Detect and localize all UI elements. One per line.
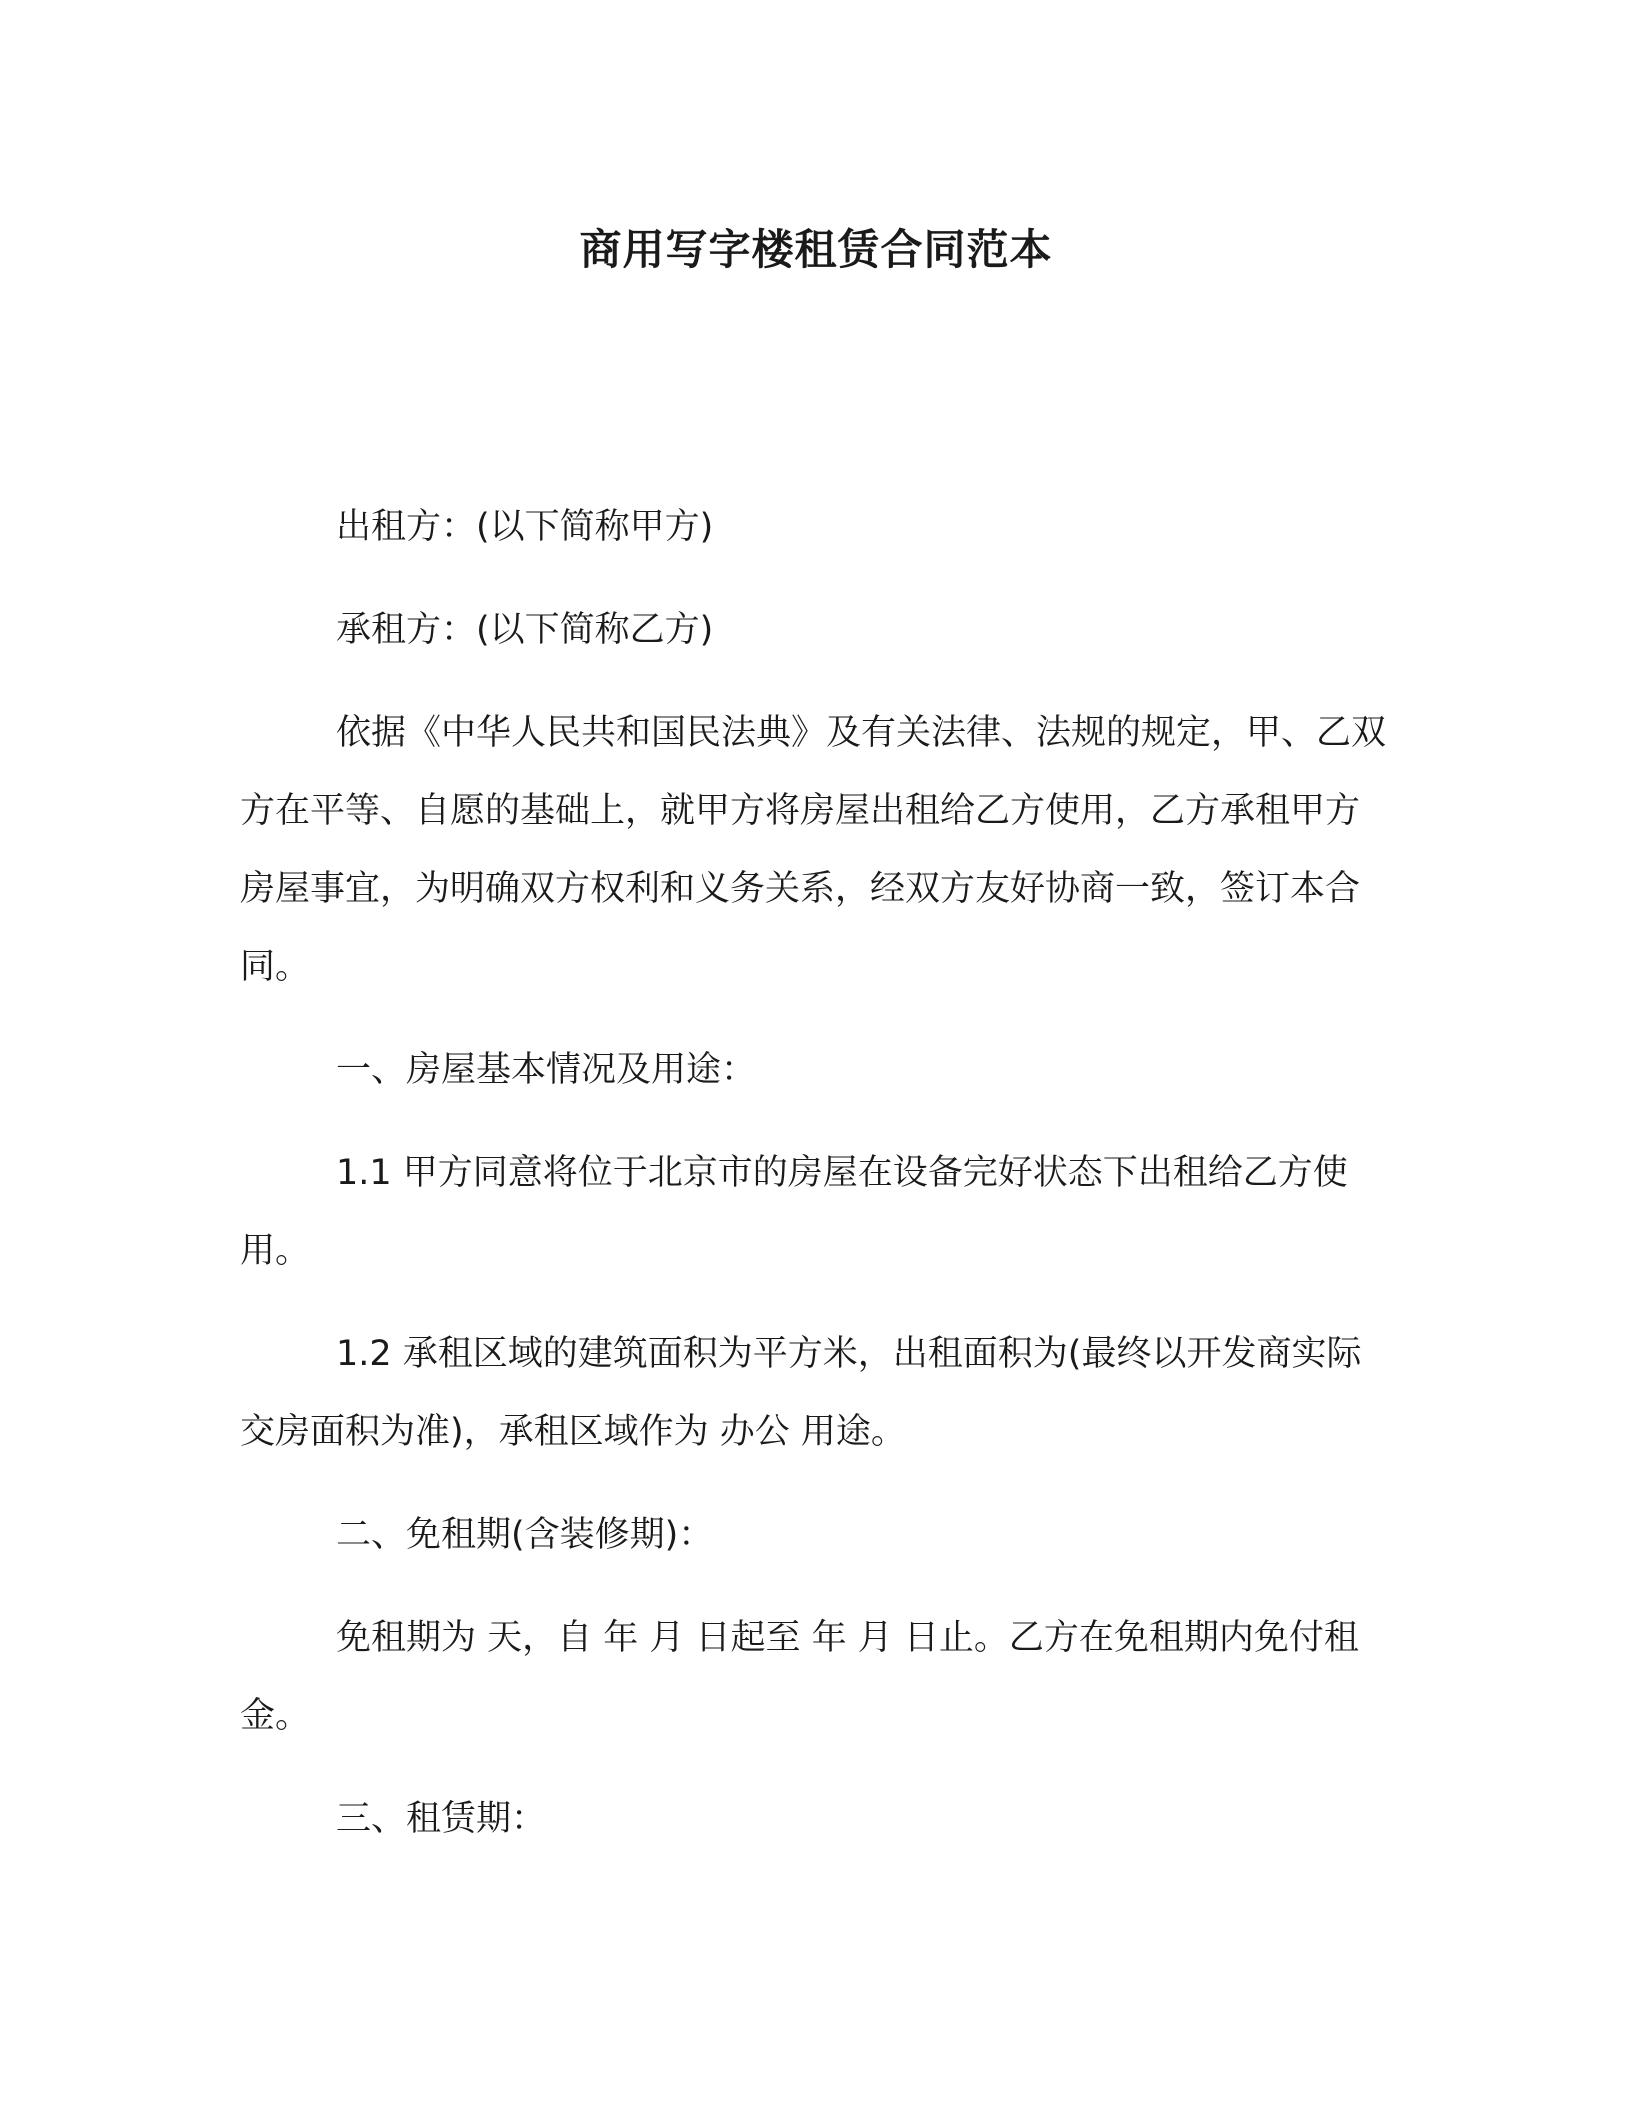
section-heading-2: 二、免租期(含装修期)： (336, 1515, 714, 1555)
document-title: 商用写字楼租赁合同范本 (579, 225, 1053, 274)
document-body (240, 488, 1392, 1883)
lessee-line: 承租方：(以下简称乙方) (336, 610, 714, 650)
lessor-line: 出租方：(以下简称甲方) (336, 507, 714, 547)
clause-1-1: 1.1 甲方同意将位于北京市的房屋在设备完好状态下出租给乙方使用。 (240, 1153, 1348, 1271)
rent-free-paragraph: 免租期为 天，自 年 月 日起至 年 月 日止。乙方在免租期内免付租金。 (240, 1618, 1359, 1736)
section-heading-1: 一、房屋基本情况及用途： (336, 1050, 757, 1090)
section-heading-3: 三、租赁期： (336, 1799, 547, 1839)
preamble-paragraph: 依据《中华人民共和国民法典》及有关法律、法规的规定，甲、乙双方在平等、自愿的基础上，就甲方将房屋出租给乙方使用，乙方承租甲方房屋事宜，为明确双方权利和义务关系，经双方友好协商一致，签订本合同。 (240, 713, 1387, 987)
clause-1-2: 1.2 承租区域的建筑面积为平方米，出租面积为(最终以开发商实际交房面积为准)，承租区域作为 办公 用途。 (240, 1334, 1362, 1452)
